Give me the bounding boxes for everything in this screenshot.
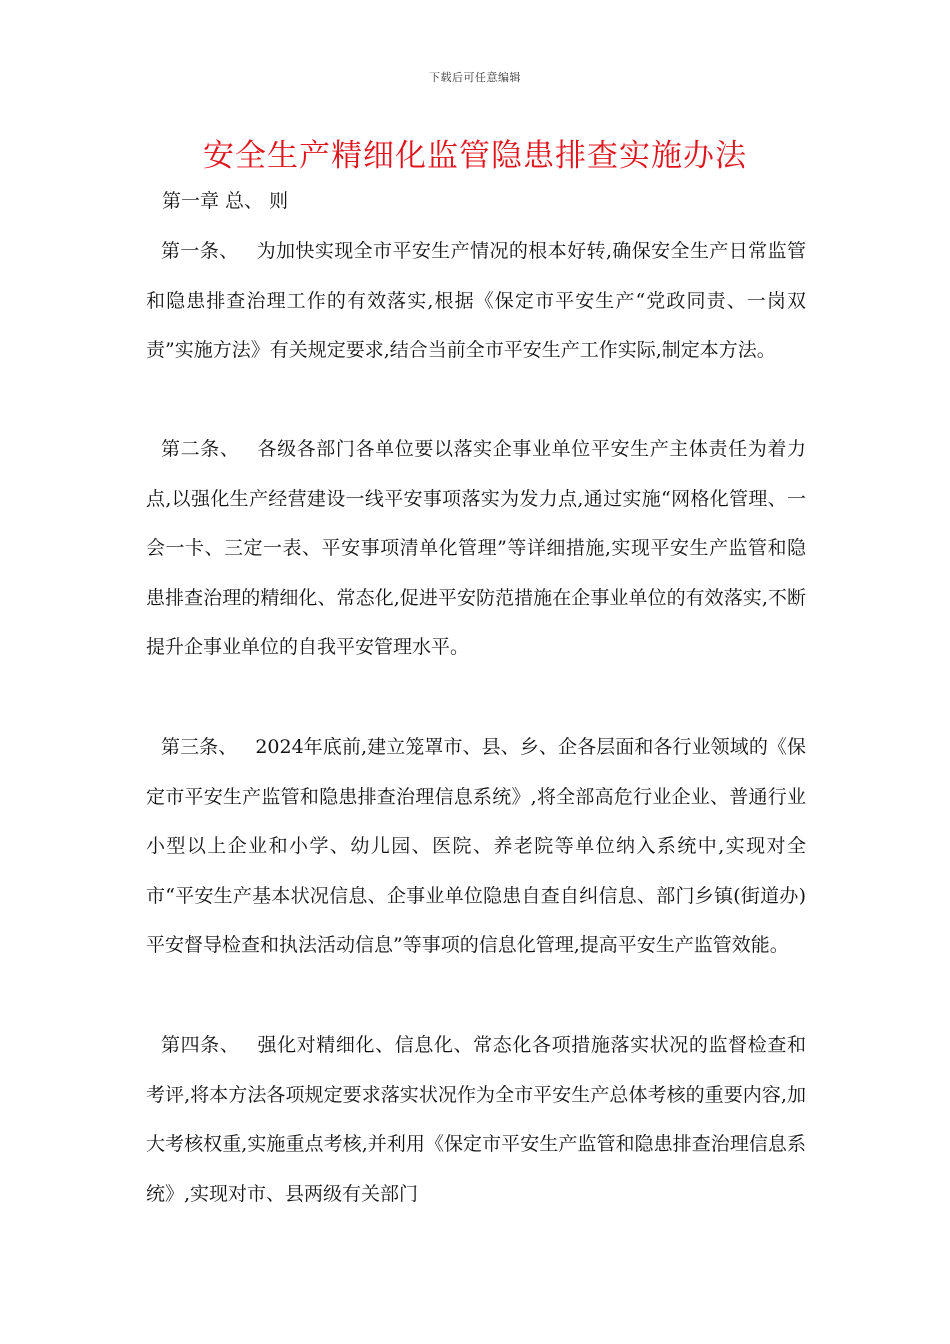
document-title: 安全生产精细化监管隐患排查实施办法: [203, 138, 747, 174]
article-number: 第四条、: [161, 1034, 240, 1056]
article-number: 第二条、: [161, 438, 240, 460]
page-header-note: 下载后可任意编辑: [429, 71, 521, 84]
article-3: [146, 723, 806, 971]
article-number: 第一条、: [161, 240, 239, 262]
article-2: [146, 425, 806, 673]
article-text: 2024年底前,建立笼罩市、县、乡、企各层面和各行业领域的《保定市平安生产监管和隐患排查治理信息系统》,将全部高危行业企业、普通行业小型以上企业和小学、幼儿园、医院、养老院等单位纳入系统中,实现对全市“平安生产基本状况信息、企事业单位隐患自查自纠信息、部门乡镇(街道办)平安督导检查和执法活动信息”等事项的信息化管理,提高平安生产监管效能。: [146, 736, 806, 956]
article-text: 为加快实现全市平安生产情况的根本好转,确保安全生产日常监管和隐患排查治理工作的有效落实,根据《保定市平安生产“党政同责、一岗双责”实施方法》有关规定要求,结合当前全市平安生产工作实际,制定本方法。: [146, 240, 806, 361]
chapter-heading: 第一章 总、 则: [162, 190, 289, 212]
article-number: 第三条、: [161, 736, 238, 758]
article-text: 各级各部门各单位要以落实企事业单位平安生产主体责任为着力点,以强化生产经营建设一线平安事项落实为发力点,通过实施“网格化管理、一会一卡、三定一表、平安事项清单化管理”等详细措施,实现平安生产监管和隐患排查治理的精细化、常态化,促进平安防范措施在企事业单位的有效落实,不断提升企事业单位的自我平安管理水平。: [146, 438, 806, 658]
article-text: 强化对精细化、信息化、常态化各项措施落实状况的监督检查和考评,将本方法各项规定要求落实状况作为全市平安生产总体考核的重要内容,加大考核权重,实施重点考核,并利用《保定市平安生产监管和隐患排查治理信息系统》,实现对市、县两级有关部门: [146, 1034, 806, 1205]
article-1: [146, 227, 806, 376]
article-4: [146, 1021, 806, 1219]
